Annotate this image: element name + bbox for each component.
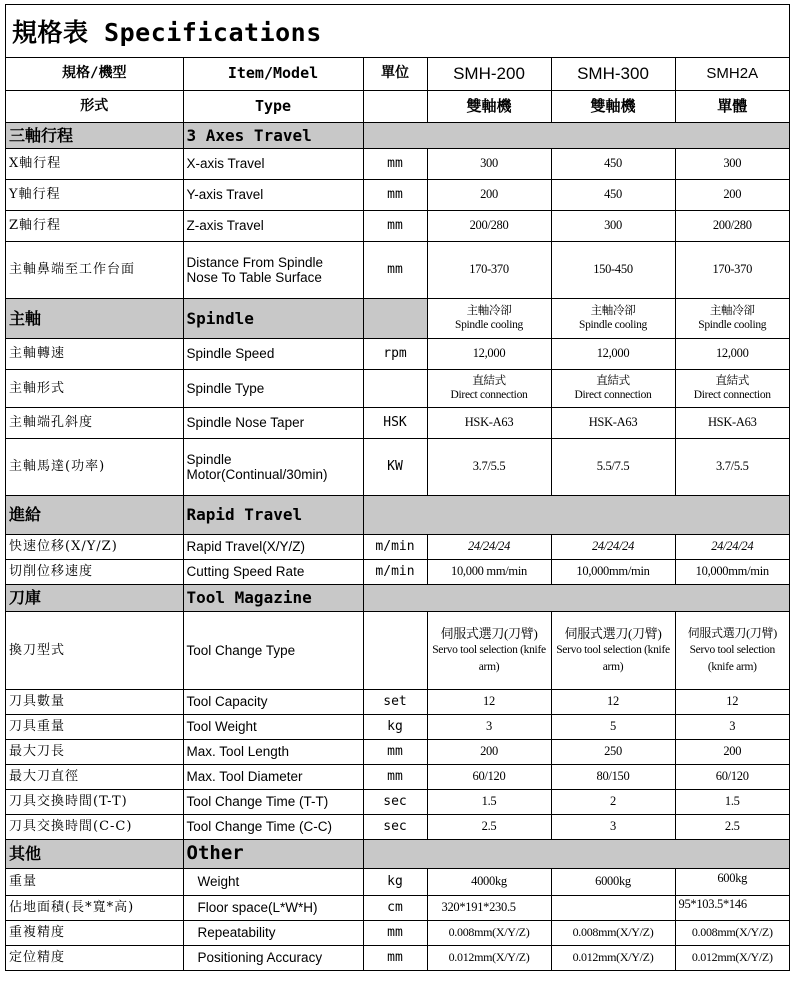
label-en: Spindle Nose Taper — [183, 407, 363, 438]
section-title-zh: 其他 — [6, 839, 183, 868]
page-title: 規格表 Specifications — [6, 5, 789, 58]
section-title-zh: 進給 — [6, 495, 183, 534]
cooling-zh: 主軸冷卻 — [709, 305, 755, 317]
unit: HSK — [363, 407, 427, 438]
label-zh: X軸行程 — [6, 148, 183, 179]
type-unit — [363, 90, 427, 122]
value-3: 95*103.5*146 — [675, 895, 789, 920]
value-en: Direct connection — [693, 389, 771, 401]
type-label-en: Type — [183, 90, 363, 122]
value-zh: 伺服式選刀(刀臂) — [687, 625, 777, 640]
value-3: 170-370 — [675, 241, 789, 298]
value-2: 10,000mm/min — [551, 559, 675, 584]
spec-row-spindle-type — [6, 369, 789, 407]
label-zh: 切削位移速度 — [6, 559, 183, 584]
value-3 — [675, 611, 789, 689]
value-1: 200 — [427, 739, 551, 764]
value-2: 6000kg — [551, 868, 675, 895]
model-3: SMH2A — [675, 58, 789, 90]
value-3: 200 — [675, 739, 789, 764]
value-3: 60/120 — [675, 764, 789, 789]
unit: mm — [363, 739, 427, 764]
value-1: 0.008mm(X/Y/Z) — [427, 920, 551, 945]
value-2: 0.012mm(X/Y/Z) — [551, 945, 675, 970]
spec-row-tool-change-type — [6, 611, 789, 689]
spec-row-tool-weight — [6, 714, 789, 739]
value-1: 24/24/24 — [427, 534, 551, 559]
unit: m/min — [363, 534, 427, 559]
value-3: 300 — [675, 148, 789, 179]
section-title-en: Tool Magazine — [183, 584, 363, 611]
value-3: 600kg — [675, 868, 789, 895]
label-en-line2: Motor(Continual/30min) — [186, 466, 328, 482]
unit: mm — [363, 241, 427, 298]
label-en: Rapid Travel(X/Y/Z) — [183, 534, 363, 559]
value-1: 60/120 — [427, 764, 551, 789]
value-3: 0.012mm(X/Y/Z) — [675, 945, 789, 970]
cooling-zh: 主軸冷卻 — [466, 305, 512, 317]
label-zh: 快速位移(X/Y/Z) — [6, 534, 183, 559]
value-1: 200 — [427, 179, 551, 210]
value-2: 2 — [551, 789, 675, 814]
label-zh: 佔地面積(長*寬*高) — [6, 895, 183, 920]
value-1 — [427, 611, 551, 689]
label-en: Tool Change Time (T-T) — [183, 789, 363, 814]
value-3: 10,000mm/min — [675, 559, 789, 584]
label-en: Tool Change Time (C-C) — [183, 814, 363, 839]
value-2: 450 — [551, 179, 675, 210]
value-1: 3 — [427, 714, 551, 739]
value-zh: 直結式 — [472, 375, 506, 387]
value-zh: 直結式 — [715, 375, 750, 387]
value-1: 200/280 — [427, 210, 551, 241]
label-en: Weight — [183, 868, 363, 895]
spec-row-max-tool-diameter — [6, 764, 789, 789]
label-en: Floor space(L*W*H) — [183, 895, 363, 920]
value-1: 12 — [427, 689, 551, 714]
unit: KW — [363, 438, 427, 495]
label-zh: 主軸端孔斜度 — [6, 407, 183, 438]
value-2: HSK-A63 — [551, 407, 675, 438]
label-en: Tool Change Type — [183, 611, 363, 689]
value-en: Servo tool selection (knife arm) — [556, 643, 670, 673]
spec-row-tool-change-time-tt — [6, 789, 789, 814]
value-1 — [427, 369, 551, 407]
cooling-en: Spindle cooling — [578, 319, 647, 331]
section-other — [6, 839, 789, 868]
type-1: 雙軸機 — [427, 90, 551, 122]
value-2: 12,000 — [551, 338, 675, 369]
value-2 — [551, 895, 675, 920]
unit: mm — [363, 920, 427, 945]
spec-row-tool-capacity — [6, 689, 789, 714]
unit: mm — [363, 764, 427, 789]
value-2: 0.008mm(X/Y/Z) — [551, 920, 675, 945]
unit — [363, 611, 427, 689]
spec-row-x-travel — [6, 148, 789, 179]
value-zh: 直結式 — [596, 375, 630, 387]
spec-row-z-travel — [6, 210, 789, 241]
label-en: X-axis Travel — [183, 148, 363, 179]
section-title-en: 3 Axes Travel — [183, 122, 363, 148]
spec-row-repeatability — [6, 920, 789, 945]
section-title-en: Rapid Travel — [183, 495, 363, 534]
unit: m/min — [363, 559, 427, 584]
value-2: 250 — [551, 739, 675, 764]
value-2 — [551, 369, 675, 407]
spec-row-cutting-speed — [6, 559, 789, 584]
unit: mm — [363, 148, 427, 179]
unit: mm — [363, 210, 427, 241]
spec-row-spindle-motor — [6, 438, 789, 495]
value-1: 10,000 mm/min — [427, 559, 551, 584]
value-en: Direct connection — [450, 389, 528, 401]
label-zh: 主軸轉速 — [6, 338, 183, 369]
header-row — [6, 58, 789, 90]
label-zh: 刀具數量 — [6, 689, 183, 714]
spindle-cooling-2 — [551, 298, 675, 338]
unit: rpm — [363, 338, 427, 369]
type-3: 單體 — [675, 90, 789, 122]
label-en: Z-axis Travel — [183, 210, 363, 241]
value-en: Servo tool selection (knife arm) — [432, 643, 546, 673]
cooling-zh: 主軸冷卻 — [590, 305, 636, 317]
type-label-zh: 形式 — [6, 90, 183, 122]
value-en: Direct connection — [574, 389, 652, 401]
col-unit: 單位 — [363, 58, 427, 90]
label-zh: 最大刀長 — [6, 739, 183, 764]
unit: kg — [363, 868, 427, 895]
value-2: 5.5/7.5 — [551, 438, 675, 495]
label-en: Repeatability — [183, 920, 363, 945]
value-2: 12 — [551, 689, 675, 714]
value-1: 320*191*230.5 — [427, 895, 551, 920]
spec-row-y-travel — [6, 179, 789, 210]
value-3: 12 — [675, 689, 789, 714]
unit: sec — [363, 814, 427, 839]
label-zh: 刀具交換時間(C-C) — [6, 814, 183, 839]
value-zh: 伺服式選刀(刀臂) — [564, 625, 662, 641]
value-3: 200 — [675, 179, 789, 210]
label-zh: 主軸鼻端至工作台面 — [6, 241, 183, 298]
label-zh: 定位精度 — [6, 945, 183, 970]
specifications-sheet — [5, 4, 790, 971]
value-1: 170-370 — [427, 241, 551, 298]
value-1: 12,000 — [427, 338, 551, 369]
value-2 — [551, 611, 675, 689]
value-1: HSK-A63 — [427, 407, 551, 438]
spec-row-tool-change-time-cc — [6, 814, 789, 839]
section-title-zh: 刀庫 — [6, 584, 183, 611]
section-title-zh: 主軸 — [6, 298, 183, 338]
label-en-line1: Distance From Spindle — [186, 254, 324, 270]
label-zh: 刀具重量 — [6, 714, 183, 739]
label-zh: 最大刀直徑 — [6, 764, 183, 789]
spec-row-spindle-nose-distance — [6, 241, 789, 298]
label-zh: 換刀型式 — [6, 611, 183, 689]
value-3 — [675, 369, 789, 407]
label-en-line1: Spindle — [186, 451, 232, 467]
spec-row-spindle-speed — [6, 338, 789, 369]
value-3: 2.5 — [675, 814, 789, 839]
unit: mm — [363, 179, 427, 210]
value-zh: 伺服式選刀(刀臂) — [440, 625, 538, 641]
label-zh: 重複精度 — [6, 920, 183, 945]
value-2: 24/24/24 — [551, 534, 675, 559]
col-item-en: Item/Model — [183, 58, 363, 90]
value-3: HSK-A63 — [675, 407, 789, 438]
label-zh: Y軸行程 — [6, 179, 183, 210]
value-2: 3 — [551, 814, 675, 839]
value-2: 150-450 — [551, 241, 675, 298]
unit — [363, 369, 427, 407]
label-zh: 刀具交換時間(T-T) — [6, 789, 183, 814]
spec-row-floor-space — [6, 895, 789, 920]
value-1: 3.7/5.5 — [427, 438, 551, 495]
spec-row-spindle-nose-taper — [6, 407, 789, 438]
value-3: 3.7/5.5 — [675, 438, 789, 495]
spindle-cooling-1 — [427, 298, 551, 338]
label-en: Max. Tool Diameter — [183, 764, 363, 789]
cooling-en: Spindle cooling — [454, 319, 523, 331]
spec-row-max-tool-length — [6, 739, 789, 764]
spec-table — [6, 58, 789, 970]
label-en: Cutting Speed Rate — [183, 559, 363, 584]
value-2: 5 — [551, 714, 675, 739]
label-zh: 重量 — [6, 868, 183, 895]
value-en: Servo tool selection (knife arm) — [689, 643, 775, 673]
value-1: 4000kg — [427, 868, 551, 895]
value-3: 12,000 — [675, 338, 789, 369]
value-3: 3 — [675, 714, 789, 739]
label-zh: 主軸馬達(功率) — [6, 438, 183, 495]
value-3: 24/24/24 — [675, 534, 789, 559]
section-tool-magazine — [6, 584, 789, 611]
label-en: Tool Capacity — [183, 689, 363, 714]
section-title-zh: 三軸行程 — [6, 122, 183, 148]
value-2: 300 — [551, 210, 675, 241]
unit: cm — [363, 895, 427, 920]
value-2: 80/150 — [551, 764, 675, 789]
section-travel — [6, 122, 789, 148]
unit: sec — [363, 789, 427, 814]
spec-row-weight — [6, 868, 789, 895]
section-rapid-travel — [6, 495, 789, 534]
spindle-cooling-3 — [675, 298, 789, 338]
value-1: 2.5 — [427, 814, 551, 839]
label-en: Spindle Type — [183, 369, 363, 407]
label-en-line2: Nose To Table Surface — [186, 269, 322, 285]
unit: kg — [363, 714, 427, 739]
value-1: 1.5 — [427, 789, 551, 814]
value-3: 200/280 — [675, 210, 789, 241]
label-en: Tool Weight — [183, 714, 363, 739]
type-2: 雙軸機 — [551, 90, 675, 122]
spec-row-positioning-accuracy — [6, 945, 789, 970]
section-spindle — [6, 298, 789, 338]
label-en: Y-axis Travel — [183, 179, 363, 210]
type-row — [6, 90, 789, 122]
model-2: SMH-300 — [551, 58, 675, 90]
label-zh: 主軸形式 — [6, 369, 183, 407]
value-2: 450 — [551, 148, 675, 179]
label-en — [183, 438, 363, 495]
value-1: 0.012mm(X/Y/Z) — [427, 945, 551, 970]
value-3: 0.008mm(X/Y/Z) — [675, 920, 789, 945]
unit: set — [363, 689, 427, 714]
spec-row-rapid-travel — [6, 534, 789, 559]
col-item-zh: 規格/機型 — [6, 58, 183, 90]
label-en: Max. Tool Length — [183, 739, 363, 764]
label-en — [183, 241, 363, 298]
unit: mm — [363, 945, 427, 970]
label-zh: Z軸行程 — [6, 210, 183, 241]
section-title-en: Other — [183, 839, 363, 868]
label-en: Spindle Speed — [183, 338, 363, 369]
value-1: 300 — [427, 148, 551, 179]
value-3: 1.5 — [675, 789, 789, 814]
label-en: Positioning Accuracy — [183, 945, 363, 970]
cooling-en: Spindle cooling — [698, 319, 767, 331]
section-title-en: Spindle — [183, 298, 363, 338]
model-1: SMH-200 — [427, 58, 551, 90]
